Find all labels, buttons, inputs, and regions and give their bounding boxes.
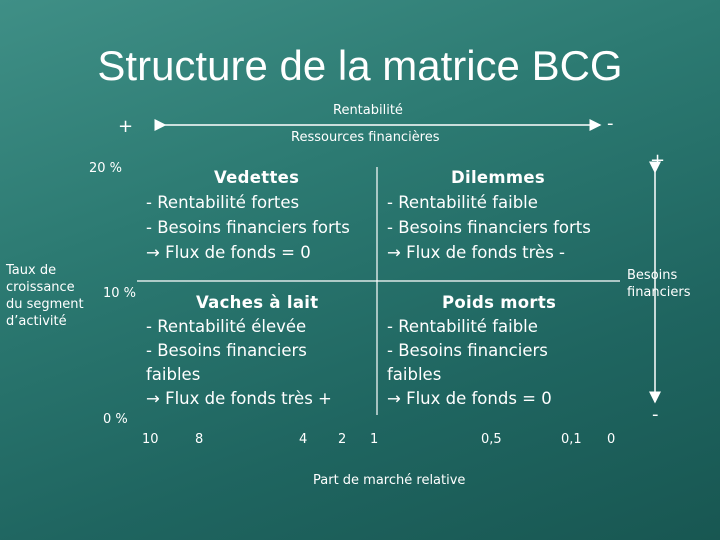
right-axis-plus-sign: + xyxy=(650,150,666,171)
quadrant-line-flux: → Flux de fonds très + xyxy=(146,389,332,408)
bottom-axis-tick: 0,1 xyxy=(561,432,582,447)
left-axis-label-line: d’activité xyxy=(6,314,67,329)
left-axis-label-line: croissance xyxy=(6,280,75,295)
quadrant-dilemmes xyxy=(387,165,591,265)
top-axis-plus-sign: + xyxy=(118,116,134,137)
quadrant-line-flux: → Flux de fonds très - xyxy=(387,243,566,262)
bottom-axis-tick: 0 xyxy=(607,432,616,447)
arrow-glyph: → xyxy=(146,389,160,408)
left-axis-label-line: du segment xyxy=(6,297,84,312)
left-axis-label-line: Taux de xyxy=(6,263,57,278)
bottom-axis-tick: 10 xyxy=(142,432,159,447)
arrow-glyph: → xyxy=(387,243,401,262)
bottom-axis-tick: 2 xyxy=(338,432,347,447)
quadrant-line: - Rentabilité faible xyxy=(387,317,538,336)
top-axis-minus-sign: - xyxy=(607,113,614,134)
quadrant-line: - Besoins financiers forts xyxy=(387,218,591,237)
quadrant-line: - Rentabilité élevée xyxy=(146,317,307,336)
quadrant-line: - Besoins financiers xyxy=(387,341,548,360)
top-axis-label-rentabilite: Rentabilité xyxy=(333,103,403,118)
quadrant-title: Poids morts xyxy=(442,293,557,312)
arrow-glyph: → xyxy=(146,243,160,262)
quadrant-vedettes xyxy=(146,165,350,265)
quadrant-title: Vedettes xyxy=(214,168,300,187)
arrow-glyph: → xyxy=(387,389,401,408)
quadrant-poids-morts xyxy=(387,291,556,411)
top-axis-label-ressources: Ressources financières xyxy=(291,130,440,145)
bottom-axis-tick: 0,5 xyxy=(481,432,502,447)
right-axis-minus-sign: - xyxy=(652,404,659,425)
left-axis-label xyxy=(6,262,84,330)
quadrant-line: faibles xyxy=(387,365,442,384)
quadrant-line: - Rentabilité faible xyxy=(387,193,538,212)
quadrant-title: Dilemmes xyxy=(451,168,545,187)
right-axis-label-line1: Besoins xyxy=(627,268,678,283)
quadrant-vaches-a-lait xyxy=(146,291,332,411)
left-axis-tick: 10 % xyxy=(103,286,137,301)
quadrant-title: Vaches à lait xyxy=(196,293,319,312)
right-axis-label-line2: financiers xyxy=(627,285,691,300)
bottom-axis-tick: 1 xyxy=(370,432,379,447)
quadrant-line: faibles xyxy=(146,365,201,384)
bottom-axis-tick: 4 xyxy=(299,432,308,447)
bottom-axis-tick: 8 xyxy=(195,432,204,447)
page-title: Structure de la matrice BCG xyxy=(97,42,623,89)
quadrant-line: - Besoins financiers forts xyxy=(146,218,350,237)
bottom-axis-label: Part de marché relative xyxy=(313,473,466,488)
quadrant-line: - Besoins financiers xyxy=(146,341,307,360)
quadrant-line-flux: → Flux de fonds = 0 xyxy=(146,243,311,262)
quadrant-line-flux: → Flux de fonds = 0 xyxy=(387,389,552,408)
left-axis-tick: 0 % xyxy=(103,412,128,427)
left-axis-tick: 20 % xyxy=(89,161,123,176)
quadrant-line: - Rentabilité fortes xyxy=(146,193,300,212)
